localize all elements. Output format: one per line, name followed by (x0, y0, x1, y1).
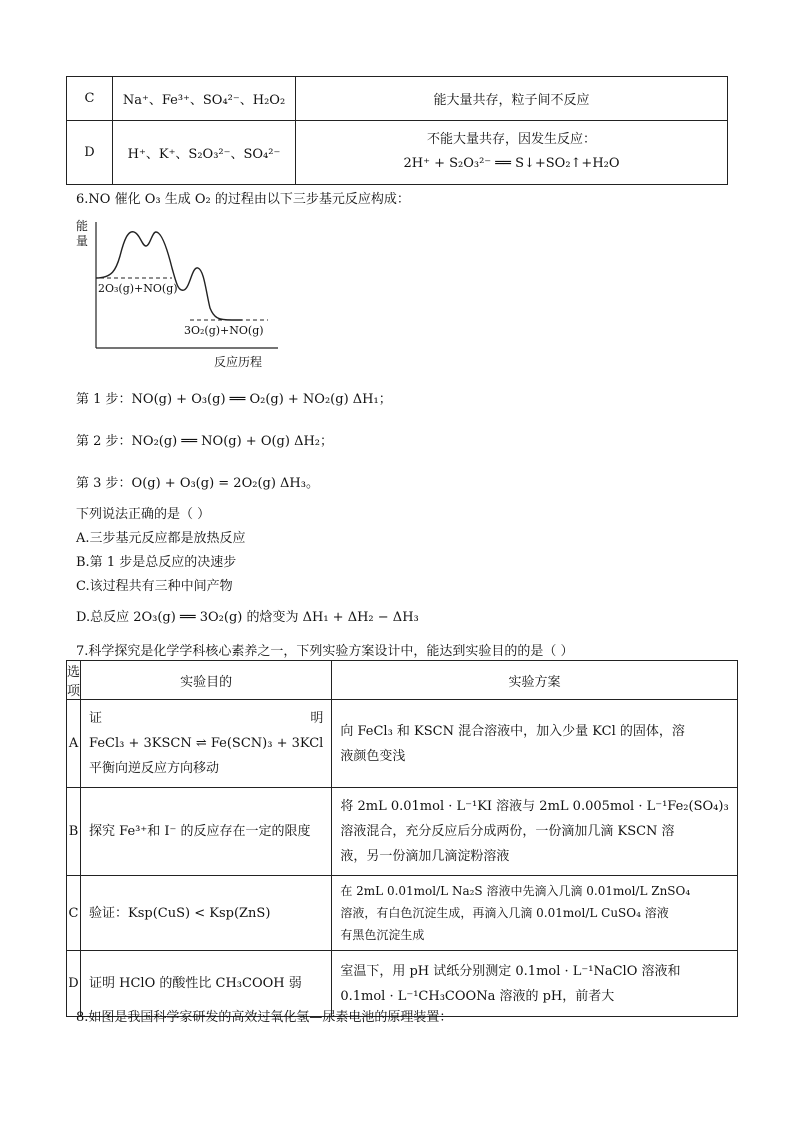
conclusion-cell: 能大量共存，粒子间不反应 (296, 77, 728, 121)
plan-text: 溶液，有白色沉淀生成，再滴入几滴 0.01mol/L CuSO₄ 溶液 (340, 906, 669, 920)
purpose-cell: 探究 Fe³⁺和 I⁻ 的反应存在一定的限度 (81, 788, 332, 876)
plan-cell (332, 788, 737, 876)
plan-cell (332, 876, 737, 951)
purpose-cell: 证明 HClO 的酸性比 CH₃COOH 弱 (81, 951, 332, 1017)
q6-option-d: D.总反应 2O₃(g) ══ 3O₂(g) 的焓变为 ΔH₁ + ΔH₂ − ΔH₃ (76, 610, 419, 625)
y-axis-label-2: 量 (76, 234, 89, 248)
plan-cell (332, 700, 737, 788)
option-cell: D (67, 951, 81, 1017)
purpose-cell: 验证：Ksp(CuS) < Ksp(ZnS) (81, 876, 332, 951)
option-cell: B (67, 788, 81, 876)
option-cell: D (67, 121, 113, 185)
experiment-table (66, 660, 738, 1017)
ions-cell: H⁺、K⁺、S₂O₃²⁻、SO₄²⁻ (113, 121, 296, 185)
plan-text: 室温下，用 pH 试纸分别测定 0.1mol · L⁻¹NaClO 溶液和 (340, 963, 681, 979)
plan-text: 向 FeCl₃ 和 KSCN 混合溶液中，加入少量 KCl 的固体，溶 (340, 723, 685, 739)
plan-text: 在 2mL 0.01mol/L Na₂S 溶液中先滴入几滴 0.01mol/L ZnSO₄ (340, 884, 691, 898)
header-option: 选项 (67, 661, 81, 700)
option-cell: C (67, 77, 113, 121)
purpose-text: 证 (89, 711, 103, 726)
table-header-row (67, 661, 738, 700)
energy-curve (96, 232, 242, 320)
reaction-equation: 2H⁺ + S₂O₃²⁻ ══ S↓+SO₂↑+H₂O (403, 155, 620, 171)
q7-stem: 7.科学探究是化学学科核心素养之一，下列实验方案设计中，能达到实验目的的是（ ） (76, 644, 574, 659)
table-row (67, 700, 738, 788)
q6-option-c: C.该过程共有三种中间产物 (76, 579, 233, 594)
conclusion-text: 不能大量共存，因发生反应： (426, 131, 596, 147)
q6-option-b: B.第 1 步是总反应的决速步 (76, 555, 237, 570)
q8-stem: 8.如图是我国科学家研发的高效过氧化氢—尿素电池的原理装置： (76, 1010, 453, 1025)
purpose-text: 明 (310, 711, 324, 726)
header-plan: 实验方案 (332, 661, 737, 700)
option-cell: A (67, 700, 81, 788)
plan-text: 溶液混合，充分反应后分成两份，一份滴加几滴 KSCN 溶 (340, 824, 675, 839)
y-axis-label-1: 能 (76, 219, 89, 233)
plan-text: 有黑色沉淀生成 (340, 928, 425, 942)
header-purpose: 实验目的 (81, 661, 332, 700)
top-options-table (66, 76, 728, 185)
table-row (67, 77, 728, 121)
purpose-equation: FeCl₃ + 3KSCN ⇌ Fe(SCN)₃ + 3KCl (89, 736, 324, 751)
plan-text: 0.1mol · L⁻¹CH₃COONa 溶液的 pH，前者大 (340, 988, 615, 1004)
purpose-cell (81, 700, 332, 788)
ions-cell: Na⁺、Fe³⁺、SO₄²⁻、H₂O₂ (113, 77, 296, 121)
start-state-label: 2O₃(g)+NO(g) (98, 282, 178, 295)
q6-step-2: 第 2 步：NO₂(g) ══ NO(g) + O(g) ΔH₂； (76, 434, 334, 449)
table-row (67, 876, 738, 951)
energy-profile-figure (72, 212, 292, 372)
x-axis-label: 反应历程 (214, 355, 263, 369)
q6-prompt: 下列说法正确的是（ ） (76, 507, 211, 522)
option-cell: C (67, 876, 81, 951)
table-row (67, 788, 738, 876)
purpose-text: 平衡向逆反应方向移动 (89, 761, 220, 776)
plan-text: 液，另一份滴加几滴淀粉溶液 (340, 849, 510, 864)
q6-step-1: 第 1 步：NO(g) + O₃(g) ══ O₂(g) + NO₂(g) ΔH₁； (76, 392, 392, 407)
q6-stem: 6.NO 催化 O₃ 生成 O₂ 的过程由以下三步基元反应构成： (76, 192, 410, 207)
q6-option-a: A.三步基元反应都是放热反应 (76, 531, 246, 546)
table-row (67, 121, 728, 185)
plan-text: 将 2mL 0.01mol · L⁻¹KI 溶液与 2mL 0.005mol · L⁻¹Fe₂(SO₄)₃ (340, 799, 729, 814)
q6-step-3: 第 3 步：O(g) + O₃(g) = 2O₂(g) ΔH₃。 (76, 476, 319, 491)
end-state-label: 3O₂(g)+NO(g) (184, 324, 264, 337)
conclusion-cell (296, 121, 728, 185)
plan-text: 液颜色变浅 (340, 748, 406, 764)
